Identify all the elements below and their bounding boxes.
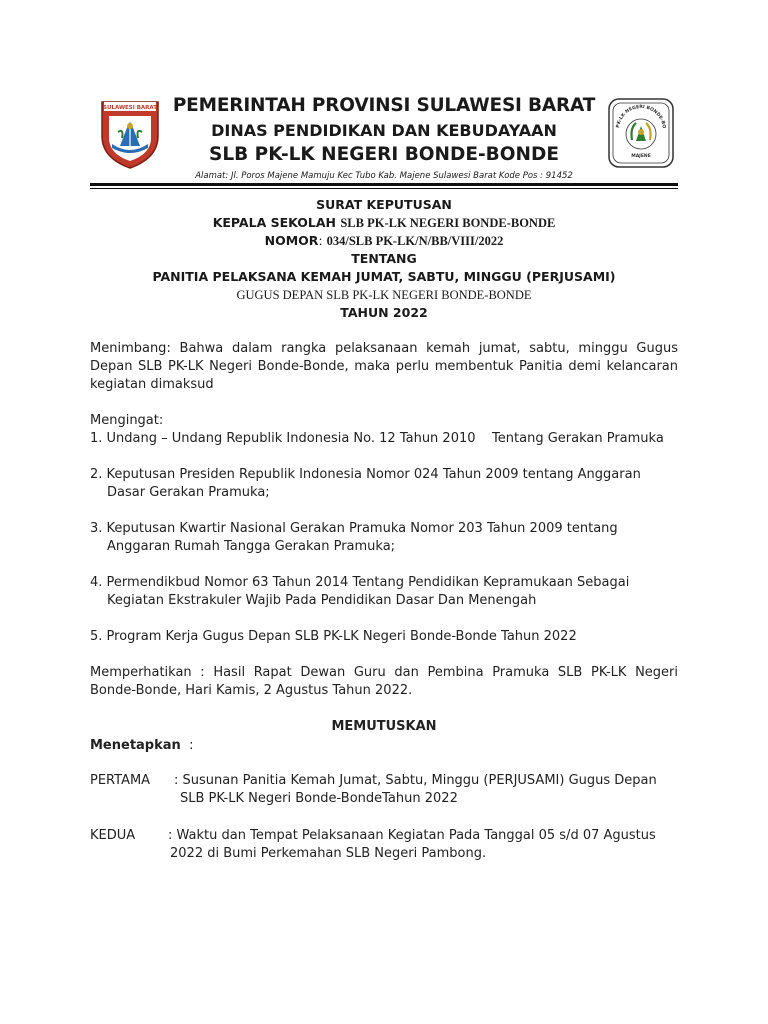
- menetapkan-line: [90, 737, 678, 755]
- memperhatikan-paragraph: Memperhatikan : Hasil Rapat Dewan Guru dan Pembina Pramuka SLB PK-LK Negeri Bonde-Bonde, Hari Kamis, 2 Agustus Tahun 2022.: [90, 665, 678, 698]
- title-panitia: PANITIA PELAKSANA KEMAH JUMAT, SABTU, MINGGU (PERJUSAMI): [152, 269, 616, 284]
- kedua-label: KEDUA: [90, 828, 136, 843]
- letterhead: [160, 94, 608, 182]
- letterhead-address: Alamat: Jl. Poros Majene Mamuju Kec Tubo Kab. Majene Sulawesi Barat Kode Pos : 91452: [195, 171, 573, 181]
- memutuskan-heading: MEMUTUSKAN: [331, 719, 437, 734]
- title-gugus-depan: GUGUS DEPAN SLB PK-LK NEGERI BONDE-BONDE: [236, 288, 532, 302]
- school-seal-logo: [606, 96, 676, 170]
- emblem-top-text: SULAWESI BARAT: [103, 105, 157, 111]
- pertama-label: PERTAMA: [90, 773, 151, 788]
- mengingat-item-2-cont: Dasar Gerakan Pramuka;: [107, 485, 270, 500]
- kedua-text-cont: 2022 di Bumi Perkemahan SLB Negeri Pambong.: [170, 846, 487, 861]
- mengingat-item-5: 5. Program Kerja Gugus Depan SLB PK-LK Negeri Bonde-Bonde Tahun 2022: [90, 629, 577, 644]
- mengingat-item-3-cont: Anggaran Rumah Tangga Gerakan Pramuka;: [107, 539, 396, 554]
- letterhead-divider-thin: [90, 188, 678, 189]
- mengingat-item-1: 1. Undang – Undang Republik Indonesia No. 12 Tahun 2010 Tentang Gerakan Pramuka: [90, 431, 664, 446]
- mengingat-item-4: 4. Permendikbud Nomor 63 Tahun 2014 Tentang Pendidikan Kepramukaan Sebagai: [90, 575, 630, 590]
- pertama-text-cont: SLB PK-LK Negeri Bonde-BondeTahun 2022: [180, 791, 458, 806]
- mengingat-label: Mengingat:: [90, 413, 164, 428]
- title-kepala-sekolah: KEPALA SEKOLAH SLB PK-LK NEGERI BONDE-BONDE: [212, 215, 556, 230]
- title-tentang: TENTANG: [351, 251, 417, 266]
- letterhead-agency: DINAS PENDIDIKAN DAN KEBUDAYAAN: [211, 121, 557, 140]
- pertama-clause: [90, 772, 678, 808]
- title-surat-keputusan: SURAT KEPUTUSAN: [316, 197, 452, 212]
- mengingat-item-3: 3. Keputusan Kwartir Nasional Gerakan Pramuka Nomor 203 Tahun 2009 tentang: [90, 521, 618, 536]
- seal-bottom-text: MAJENE: [631, 154, 651, 159]
- pertama-text: : Susunan Panitia Kemah Jumat, Sabtu, Minggu (PERJUSAMI) Gugus Depan: [174, 773, 657, 788]
- kedua-clause: [90, 827, 678, 863]
- title-tahun: TAHUN 2022: [340, 305, 428, 320]
- letterhead-school: SLB PK-LK NEGERI BONDE-BONDE: [209, 144, 559, 165]
- menetapkan-label: Menetapkan: [90, 738, 181, 753]
- seal-ring-text: PK-LK NEGERI BONDE-BO: [616, 104, 666, 129]
- menimbang-paragraph: Menimbang: Bahwa dalam rangka pelaksanaan kemah jumat, sabtu, minggu Gugus Depan SLB PK-LK Negeri Bonde-Bonde, maka perlu membentuk Panitia demi kelancaran kegiatan dimaksud: [90, 341, 678, 392]
- kedua-text: : Waktu dan Tempat Pelaksanaan Kegiatan Pada Tanggal 05 s/d 07 Agustus: [168, 828, 656, 843]
- mengingat-item-4-cont: Kegiatan Ekstrakuler Wajib Pada Pendidikan Dasar Dan Menengah: [107, 593, 537, 608]
- letterhead-government: PEMERINTAH PROVINSI SULAWESI BARAT: [172, 95, 596, 116]
- menetapkan-colon: :: [189, 738, 194, 753]
- decree-title: [90, 196, 678, 322]
- sulawesi-barat-emblem: [98, 96, 162, 170]
- title-nomor: NOMOR: 034/SLB PK-LK/N/BB/VIII/2022: [264, 233, 504, 248]
- letterhead-divider-thick: [90, 183, 678, 186]
- mengingat-item-2: 2. Keputusan Presiden Republik Indonesia Nomor 024 Tahun 2009 tentang Anggaran: [90, 467, 641, 482]
